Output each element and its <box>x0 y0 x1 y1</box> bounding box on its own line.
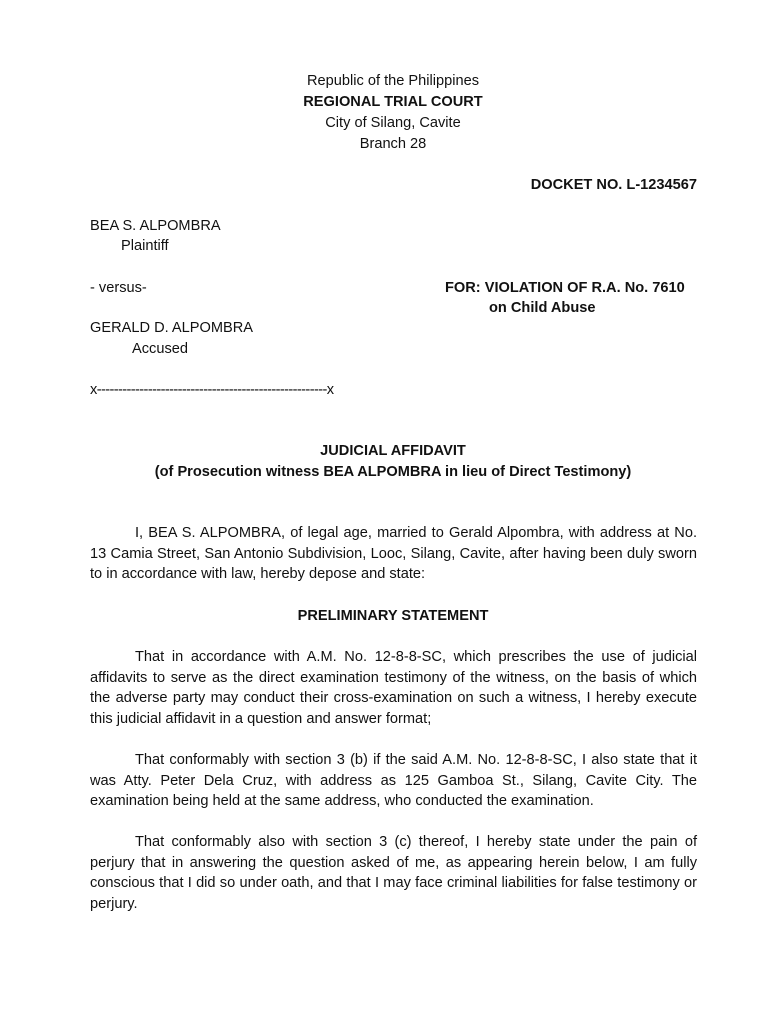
paragraph-examiner: That conformably with section 3 (b) if the said A.M. No. 12-8-8-SC, I also state that it was Atty. Peter Dela Cruz, with address as 125 Gamboa St., Silang, Cavite City. The examination being held at the same address, who conducted the examination. <box>90 752 697 810</box>
plaintiff-name: BEA S. ALPOMBRA <box>90 218 221 234</box>
docket-number: DOCKET NO. L-1234567 <box>530 177 697 193</box>
court-name: REGIONAL TRIAL COURT <box>303 94 483 110</box>
versus-label: - versus- <box>90 280 147 296</box>
charge-line-1: FOR: VIOLATION OF R.A. No. 7610 <box>445 280 685 296</box>
charge-line-2: on Child Abuse <box>489 300 596 316</box>
caption-separator: x------------------------------------------------------x <box>90 382 334 398</box>
court-city: City of Silang, Cavite <box>325 115 461 131</box>
republic-line: Republic of the Philippines <box>307 73 479 89</box>
document-subtitle: (of Prosecution witness BEA ALPOMBRA in lieu of Direct Testimony) <box>154 464 632 480</box>
accused-role: Accused <box>132 341 188 357</box>
paragraph-oath: That conformably also with section 3 (c) thereof, I hereby state under the pain of perjury that in answering the question asked of me, as appearing herein below, I am fully conscious that I did so under oath, and that I may face criminal liabilities for false testimony or perjury. <box>90 834 697 912</box>
accused-name: GERALD D. ALPOMBRA <box>90 320 254 336</box>
preliminary-heading: PRELIMINARY STATEMENT <box>297 608 489 624</box>
paragraph-am-rule: That in accordance with A.M. No. 12-8-8-SC, which prescribes the use of judicial affidavits to serve as the direct examination testimony of the witness, on the basis of which the adverse party may conduct their cross-examination on such a witness, I hereby execute this judicial affidavit in a question and answer format; <box>90 649 697 727</box>
plaintiff-role: Plaintiff <box>121 238 169 254</box>
document-title: JUDICIAL AFFIDAVIT <box>320 443 466 459</box>
court-branch: Branch 28 <box>359 136 427 152</box>
intro-paragraph: I, BEA S. ALPOMBRA, of legal age, married to Gerald Alpombra, with address at No. 13 Camia Street, San Antonio Subdivision, Looc, Silang, Cavite, after having been duly sworn to in accordance with law, hereby depose and state: <box>90 525 697 583</box>
